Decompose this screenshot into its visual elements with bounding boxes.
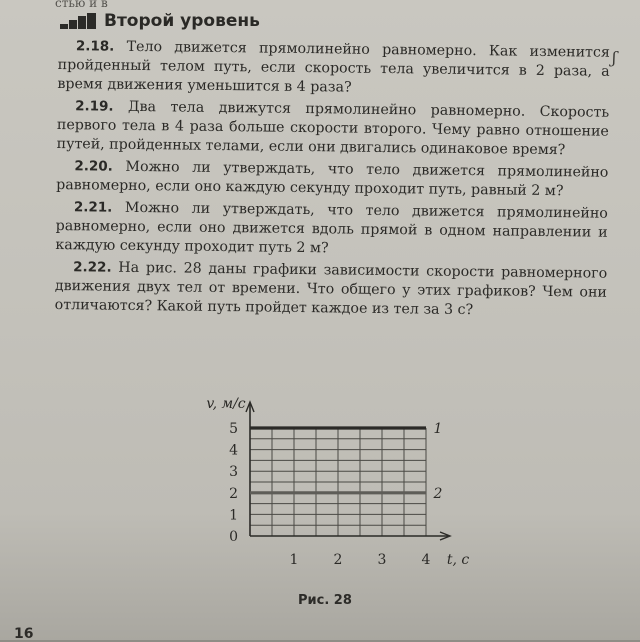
problem-text: На рис. 28 даны графики зависимости скорости равномерного движения двух тел от времени. Что общего у этих графиков? Чем они отличаются? Какой путь пройдет каждое из тел за 3 с?: [54, 259, 608, 319]
header-fragment: стью и в: [55, 0, 108, 10]
x-tick-label: 2: [333, 552, 343, 568]
y-tick-label: 4: [229, 442, 238, 459]
series-label-1: 1: [433, 421, 443, 437]
y-tick-label: 3: [229, 464, 238, 481]
problem-list: [55, 37, 610, 325]
problem-text: Тело движется прямолинейно равномерно. Как изменится пройденный телом путь, если скорость тела увеличится в 2 раза, а время движения уменьшится в 4 раза?: [57, 38, 610, 96]
page-number: 16: [14, 626, 34, 642]
pencil-margin-mark: ʃ: [612, 48, 617, 67]
problem-2-22: [55, 258, 608, 322]
velocity-time-chart: [170, 392, 500, 582]
section-title: Второй уровень: [104, 11, 260, 31]
problem-number: 2.20.: [74, 158, 113, 175]
x-tick-label: 1: [289, 552, 299, 568]
stairs-icon: [60, 13, 96, 29]
problem-text: Два тела движутся прямолинейно равномерно. Скорость первого тела в 4 раза больше скорости второго. Чему равно отношение путей, пройденных телами, если они двигались одинаковое время?: [56, 98, 610, 159]
problem-2-19: [57, 97, 610, 161]
problem-text: Можно ли утверждать, что тело движется прямолинейно равномерно, если оно каждую секунду проходит путь, равный 2 м?: [56, 158, 609, 200]
series-label-2: 2: [433, 485, 443, 502]
section-header: [60, 9, 260, 33]
problem-number: 2.21.: [73, 199, 113, 216]
y-axis-label: v, м/с: [206, 396, 246, 412]
figure-caption: Рис. 28: [298, 593, 352, 608]
y-tick-label: 2: [229, 485, 238, 502]
x-tick-label: 3: [377, 552, 387, 568]
problem-2-20: [56, 157, 608, 202]
y-tick-label: 0: [229, 529, 238, 545]
y-tick-label: 5: [229, 421, 238, 437]
problem-number: 2.19.: [75, 98, 114, 115]
y-tick-label: 1: [229, 507, 238, 524]
problem-number: 2.18.: [75, 38, 115, 55]
problem-2-21: [55, 198, 608, 262]
problem-text: Можно ли утверждать, что тело движется прямолинейно равномерно, если оно движется вдоль прямой в одном направлении и каждую секунду проходит путь 2 м?: [55, 199, 608, 257]
problem-2-18: [57, 37, 610, 101]
problem-number: 2.22.: [73, 259, 112, 276]
x-axis-label: t, с: [446, 552, 470, 568]
x-tick-label: 4: [421, 552, 431, 568]
velocity-time-figure: [170, 392, 500, 582]
